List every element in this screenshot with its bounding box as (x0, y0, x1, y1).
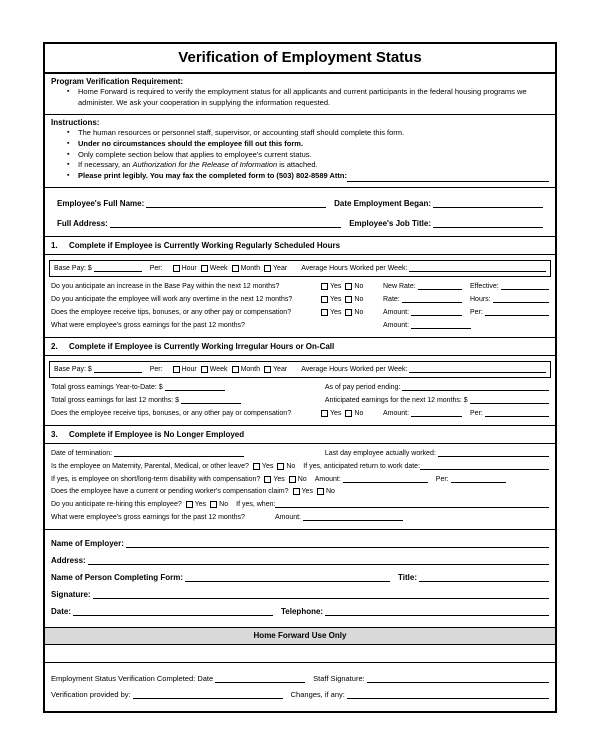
question-text: Is the employee on Maternity, Parental, Medical, or other leave? (51, 463, 249, 471)
last-12-months-label: Total gross earnings for last 12 months: $ (51, 397, 180, 405)
program-requirement-heading: Program Verification Requirement: (51, 77, 184, 86)
two-column-row (45, 381, 555, 394)
program-requirement-bullet (67, 87, 549, 109)
pay-period-ending-blank-line (402, 383, 549, 391)
instruction-text: If necessary, an (78, 160, 133, 170)
person-completing-blank-line (185, 574, 390, 582)
question-row (45, 293, 555, 306)
field-pair (470, 295, 549, 303)
signature-blank-line (93, 591, 549, 599)
year-label: Year (273, 265, 288, 273)
anticipated-earnings-blank-line (470, 396, 549, 404)
rehire-when-blank-line (275, 500, 549, 508)
program-requirement-text: Home Forward is required to verify the employment status for all applicants and current participants in the federal housing programs we administer. We ask your cooperation in supplying the information requested. (78, 87, 527, 107)
rehire-when-label: If yes, when: (236, 501, 276, 509)
section2-header (45, 338, 555, 356)
instruction-item (67, 139, 549, 150)
yes-no-group (321, 283, 383, 290)
instruction-item (67, 160, 549, 171)
new-rate-blank-line (418, 282, 462, 290)
base-pay-row (49, 361, 551, 378)
no-checkbox[interactable] (345, 296, 352, 303)
title-blank-line (419, 574, 549, 582)
avg-hours-label: Average Hours Worked per Week: (301, 265, 408, 273)
no-label: No (219, 501, 229, 509)
ytd-earnings-blank-line (165, 383, 225, 391)
pay-period-ending-label: As of pay period ending: (324, 384, 401, 392)
question-text: What were employee's gross earnings for the past 12 months? (51, 514, 245, 522)
yes-checkbox[interactable] (321, 283, 328, 290)
rate-label: Rate: (383, 296, 400, 304)
telephone-blank-line (325, 608, 549, 616)
signature-label: Signature: (51, 590, 91, 600)
anticipated-earnings-field (325, 396, 549, 404)
no-checkbox[interactable] (277, 463, 284, 470)
instruction-text: Under no circumstances should the employee fill out this form. (78, 138, 304, 148)
yes-label: Yes (330, 410, 342, 418)
avg-hours-blank-line (409, 365, 546, 373)
instruction-text: Only complete section below that applies to employee's current status. (78, 149, 312, 159)
no-label: No (354, 283, 364, 291)
instruction-item (67, 150, 549, 161)
verification-completed-label: Employment Status Verification Completed: Date (51, 674, 214, 684)
address-blank-line (110, 220, 341, 228)
question-text: What were employee's gross earnings for the past 12 months? (51, 322, 245, 330)
question-text: Does the employee have a current or pending worker's compensation claim? (51, 488, 289, 496)
no-checkbox[interactable] (289, 476, 296, 483)
base-pay-label: Base Pay: $ (54, 265, 92, 273)
question-row (45, 306, 555, 319)
person-completing-label: Name of Person Completing Form: (51, 573, 184, 583)
instruction-text-italic: Authorization for the Release of Information (132, 160, 278, 170)
section3-heading: Complete if Employee is No Longer Employed (69, 430, 245, 440)
question-row (45, 460, 555, 473)
effective-blank-line (501, 282, 549, 290)
amount-label: Amount: (383, 309, 410, 317)
last-day-worked-blank-line (438, 449, 549, 457)
week-label: Week (209, 366, 228, 374)
instructions-heading: Instructions: (51, 117, 100, 127)
employer-address-label: Address: (51, 556, 86, 566)
last-12-months-field (51, 396, 325, 404)
yes-label: Yes (301, 488, 313, 496)
staff-signature-label: Staff Signature: (313, 674, 365, 684)
amount-label: Amount: (274, 514, 302, 522)
month-label: Month (240, 265, 261, 273)
yes-no-group (321, 309, 383, 316)
ytd-earnings-field (51, 383, 325, 391)
amount-label: Amount: (314, 476, 341, 484)
question-row (45, 407, 555, 420)
hours-blank-line (493, 295, 549, 303)
section1-body (45, 255, 555, 338)
pay-period-ending-field (325, 383, 549, 391)
section3-header (45, 426, 555, 444)
employment-verification-form (43, 42, 557, 713)
pay-period-group (173, 265, 292, 272)
week-label: Week (209, 265, 228, 273)
base-pay-label: Base Pay: $ (54, 366, 92, 374)
title-label: Title: (398, 573, 417, 583)
amount-blank-line (343, 475, 428, 483)
question-row (45, 486, 555, 498)
field-pair (470, 308, 549, 316)
field-pair (383, 282, 462, 290)
month-checkbox[interactable] (232, 265, 239, 272)
termination-date-field (51, 449, 325, 457)
yes-no-group (293, 488, 339, 495)
section2-heading: Complete if Employee is Currently Working Irregular Hours or On-Call (69, 342, 335, 352)
attn-blank-line (347, 174, 549, 182)
section1-heading: Complete if Employee is Currently Working Regularly Scheduled Hours (69, 241, 341, 251)
yes-checkbox[interactable] (321, 309, 328, 316)
amount-blank-line (411, 409, 462, 417)
question-row (45, 473, 555, 486)
per-blank-line (485, 409, 549, 417)
job-title-blank-line (433, 220, 543, 228)
question-row (45, 280, 555, 293)
base-pay-blank-line (94, 365, 142, 373)
hour-label: Hour (181, 265, 197, 273)
address-label: Full Address: (57, 219, 108, 229)
no-label: No (297, 476, 307, 484)
amount-blank-line (411, 321, 471, 329)
amount-blank-line (303, 513, 403, 521)
full-name-label: Employee's Full Name: (57, 199, 145, 209)
section3-body (45, 444, 555, 530)
two-column-row (45, 394, 555, 407)
date-began-label: Date Employment Began: (334, 199, 431, 209)
office-use-spacer (45, 645, 555, 663)
question-row (45, 511, 555, 524)
office-use-header: Home Forward Use Only (45, 628, 555, 645)
year-label: Year (273, 366, 288, 374)
changes-blank-line (347, 691, 549, 699)
yes-label: Yes (330, 309, 342, 317)
field-pair (383, 295, 462, 303)
employer-section (45, 530, 555, 628)
no-label: No (354, 296, 364, 304)
date-label: Date: (51, 607, 72, 617)
yes-label: Yes (273, 476, 285, 484)
program-requirement-section (45, 74, 555, 115)
per-label: Per: (435, 476, 449, 484)
amount-label: Amount: (383, 410, 410, 418)
verification-date-blank-line (215, 675, 305, 683)
signature-row (51, 583, 549, 600)
new-rate-label: New Rate: (383, 283, 416, 291)
instruction-text: is attached. (277, 160, 318, 170)
staff-signature-blank-line (367, 675, 549, 683)
question-row (45, 319, 555, 332)
question-text: Do you anticipate the employee will work any overtime in the next 12 months? (51, 296, 293, 304)
yes-no-group (321, 296, 383, 303)
yes-checkbox[interactable] (293, 488, 300, 495)
termination-date-blank-line (114, 449, 244, 457)
yes-label: Yes (194, 501, 207, 509)
section1-number: 1. (51, 241, 58, 251)
verification-completed-row (51, 669, 549, 685)
avg-hours-label: Average Hours Worked per Week: (301, 366, 408, 374)
hours-label: Hours: (470, 296, 491, 304)
instructions-section (45, 115, 555, 188)
year-checkbox[interactable] (264, 366, 271, 373)
month-label: Month (240, 366, 261, 374)
date-began-blank-line (433, 200, 543, 208)
yes-no-group (253, 463, 299, 470)
question-text: If yes, is employee on short/long-term disability with compensation? (51, 476, 261, 484)
person-completing-row (51, 566, 549, 583)
section3-number: 3. (51, 430, 58, 440)
per-label: Per: (149, 265, 163, 273)
job-title-label: Employee's Job Title: (349, 219, 431, 229)
week-checkbox[interactable] (201, 265, 208, 272)
full-name-blank-line (146, 200, 326, 208)
question-row (45, 498, 555, 511)
last-day-worked-field (325, 449, 549, 457)
week-checkbox[interactable] (201, 366, 208, 373)
amount-label: Amount: (383, 322, 410, 330)
amount-blank-line (411, 308, 462, 316)
no-checkbox[interactable] (210, 501, 217, 508)
instruction-text: ▪ Please print legibly. You may fax the completed form to (503) 802-8589 Attn: (78, 171, 347, 181)
question-text: Does the employee receive tips, bonuses, or any other pay or compensation? (51, 410, 292, 418)
field-pair (470, 282, 549, 290)
yes-no-group (186, 501, 232, 508)
no-checkbox[interactable] (317, 488, 324, 495)
effective-label: Effective: (470, 283, 499, 291)
section1-header (45, 237, 555, 255)
field-pair (383, 409, 462, 417)
changes-label: Changes, if any: (290, 690, 345, 700)
yes-checkbox[interactable] (321, 410, 328, 417)
employee-name-row (51, 191, 549, 211)
instruction-text: The human resources or personnel staff, supervisor, or accounting staff should complete this form. (78, 127, 405, 137)
verification-provided-label: Verification provided by: (51, 690, 131, 700)
ytd-earnings-label: Total gross earnings Year-to-Date: $ (51, 384, 163, 392)
field-pair (470, 409, 549, 417)
yes-no-group (264, 476, 310, 483)
verification-provided-row (51, 685, 549, 701)
question-text: Does the employee receive tips, bonuses, or any other pay or compensation? (51, 309, 292, 317)
employer-address-blank-line (88, 557, 549, 565)
no-checkbox[interactable] (345, 410, 352, 417)
field-pair (383, 308, 462, 316)
per-label: Per: (149, 366, 163, 374)
instruction-item (67, 128, 549, 139)
month-checkbox[interactable] (232, 366, 239, 373)
base-pay-row (49, 260, 551, 277)
question-text: Do you anticipate an increase in the Base Pay within the next 12 months? (51, 283, 280, 291)
last-12-months-blank-line (181, 396, 241, 404)
employee-info-section (45, 188, 555, 237)
section2-body (45, 356, 555, 426)
base-pay-blank-line (94, 264, 142, 272)
section2-number: 2. (51, 342, 58, 352)
per-label: Per: (470, 410, 483, 418)
employer-name-blank-line (126, 540, 549, 548)
employer-name-row (51, 532, 549, 549)
termination-date-label: Date of termination: (51, 450, 113, 458)
yes-checkbox[interactable] (253, 463, 260, 470)
form-title: Verification of Employment Status (45, 44, 555, 74)
no-label: No (354, 410, 364, 418)
yes-checkbox[interactable] (264, 476, 271, 483)
per-label: Per: (470, 309, 483, 317)
avg-hours-blank-line (409, 264, 546, 272)
hour-checkbox[interactable] (173, 366, 180, 373)
no-checkbox[interactable] (345, 283, 352, 290)
question-text: Do you anticipate re-hiring this employee? (51, 501, 182, 509)
last-day-worked-label: Last day employee actually worked: (324, 450, 436, 458)
yes-label: Yes (261, 463, 274, 471)
no-label: No (325, 488, 335, 496)
yes-checkbox[interactable] (321, 296, 328, 303)
return-date-label: If yes, anticipated return to work date: (303, 463, 421, 471)
hour-checkbox[interactable] (173, 265, 180, 272)
no-label: No (286, 463, 296, 471)
anticipated-earnings-label: Anticipated earnings for the next 12 months: $ (324, 397, 468, 405)
employer-name-label: Name of Employer: (51, 539, 124, 549)
hour-label: Hour (181, 366, 197, 374)
rate-blank-line (402, 295, 462, 303)
employee-address-row (51, 211, 549, 231)
telephone-label: Telephone: (281, 607, 324, 617)
verification-provided-blank-line (133, 691, 283, 699)
yes-no-group (321, 410, 383, 417)
pay-period-group (173, 366, 292, 373)
no-label: No (354, 309, 364, 317)
employer-address-row (51, 549, 549, 566)
yes-label: Yes (330, 296, 342, 304)
two-column-row (45, 447, 555, 460)
office-use-section (45, 663, 555, 711)
no-checkbox[interactable] (345, 309, 352, 316)
yes-checkbox[interactable] (186, 501, 193, 508)
return-date-blank-line (420, 462, 549, 470)
date-blank-line (73, 608, 273, 616)
instruction-item (67, 171, 549, 182)
year-checkbox[interactable] (264, 265, 271, 272)
yes-label: Yes (330, 283, 342, 291)
date-telephone-row (51, 600, 549, 617)
per-blank-line (485, 308, 549, 316)
per-blank-line (451, 475, 506, 483)
